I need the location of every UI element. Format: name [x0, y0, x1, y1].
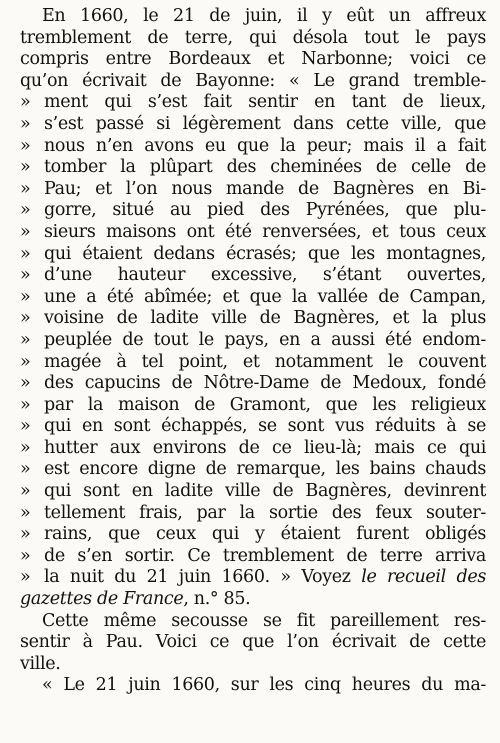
text-line: des capucins de Nôtre-Dame de Medoux, fondé [44, 373, 486, 394]
quote-mark: » [20, 459, 31, 480]
text-line: d’une hauteur excessive, s’étant ouvertes, [44, 265, 486, 286]
text-line: Cette même secousse se fit pareillement res- [42, 610, 486, 631]
text-line: par la maison de Gramont, que les religieux [44, 394, 486, 415]
text-line: magée à tel point, et notamment le couvent [44, 351, 486, 372]
quoted-line [20, 459, 486, 481]
text-line: de s’en sortir. Ce tremblement de terre arriva [44, 545, 486, 566]
text-line: hutter aux environs de ce lieu-là; mais ce qui [44, 437, 486, 458]
text-line: qui en sont échappés, se sont vus réduits à se [44, 416, 486, 437]
text-line: compris entre Bordeaux et Narbonne; voici ce [20, 49, 486, 70]
quote-mark: » [20, 265, 31, 286]
quote-mark: » [20, 243, 31, 264]
quote-mark: » [20, 567, 31, 588]
quoted-line [20, 244, 486, 266]
quoted-line [20, 265, 486, 287]
quoted-line [20, 200, 486, 222]
quote-mark: » [20, 92, 31, 113]
quoted-line [20, 416, 486, 438]
quoted-line [20, 92, 486, 114]
quoted-line [20, 438, 486, 460]
text-line: sentir à Pau. Voici ce que l’on écrivait de cette [20, 632, 486, 653]
quote-mark: » [20, 545, 31, 566]
text-line: qui étaient dedans écrasés; que les montagnes, [44, 243, 486, 264]
text-line: tellement frais, par la sortie des feux souter- [44, 502, 486, 523]
quote-mark: » [20, 286, 31, 307]
quoted-line [20, 395, 486, 417]
text-line: En 1660, le 21 de juin, il y eût un affreux [42, 6, 486, 26]
quote-mark: » [20, 502, 31, 523]
text-line [44, 567, 486, 589]
quote-mark: » [20, 221, 31, 242]
quote-mark: » [20, 416, 31, 437]
text-line: nous n’en avons eu que la peur; mais il a fait [44, 135, 486, 156]
quoted-line [20, 481, 486, 503]
quoted-line [20, 222, 486, 244]
text-line [20, 589, 486, 611]
quoted-line [20, 352, 486, 374]
quoted-line [20, 308, 486, 330]
quote-mark: » [20, 373, 31, 394]
text-line: peuplée de tout le pays, en a aussi été endom- [44, 329, 486, 350]
text-line: tremblement de terre, qui désola tout le pays [20, 27, 486, 48]
text-line: qui sont en ladite ville de Bagnères, devinrent [44, 481, 486, 502]
quoted-line [20, 330, 486, 352]
quote-mark: » [20, 351, 31, 372]
quote-mark: » [20, 481, 31, 502]
text-run: , n.° 85. [183, 589, 251, 610]
italic-run: le recueil des [361, 567, 486, 588]
quoted-line [20, 546, 486, 568]
text-line: « Le 21 juin 1660, sur les cinq heures du ma- [42, 675, 486, 696]
quote-mark: » [20, 178, 31, 199]
text-line: rains, que ceux qui y étaient furent obligés [44, 524, 486, 545]
quoted-line [20, 567, 486, 589]
quoted-line [20, 287, 486, 309]
text-line: sieurs maisons ont été renversées, et tous ceux [44, 221, 486, 242]
text-line: voisine de ladite ville de Bagnères, et la plus [44, 308, 486, 329]
text-line: qu’on écrivait de Bayonne: « Le grand tremble- [20, 70, 486, 91]
quoted-line [20, 157, 486, 179]
quote-mark: » [20, 157, 31, 178]
quote-mark: » [20, 113, 31, 134]
text-line: tomber la plûpart des cheminées de celle de [44, 157, 486, 178]
quoted-line [20, 179, 486, 201]
quoted-line [20, 503, 486, 525]
quote-mark: » [20, 524, 31, 545]
quoted-line [20, 114, 486, 136]
quote-mark: » [20, 329, 31, 350]
italic-run: gazettes de France [20, 589, 184, 610]
quote-mark: » [20, 135, 31, 156]
text-run: la nuit du 21 juin 1660. » Voyez [44, 567, 362, 588]
quote-mark: » [20, 200, 31, 221]
quote-mark: » [20, 308, 31, 329]
text-line: gorre, situé au pied des Pyrénées, que plu- [44, 200, 486, 221]
text-line: une a été abîmée; et que la vallée de Campan, [44, 286, 486, 307]
quoted-line [20, 524, 486, 546]
quoted-line [20, 136, 486, 158]
quote-mark: » [20, 394, 31, 415]
quote-mark: » [20, 437, 31, 458]
text-line: ment qui s’est fait sentir en tant de lieux, [44, 92, 486, 113]
quoted-line [20, 373, 486, 395]
text-line: est encore digne de remarque, les bains chauds [44, 459, 486, 480]
text-line: ville. [20, 653, 61, 674]
text-line: s’est passé si légèrement dans cette ville, que [44, 113, 486, 134]
text-line: Pau; et l’on nous mande de Bagnères en Bi- [44, 178, 486, 199]
